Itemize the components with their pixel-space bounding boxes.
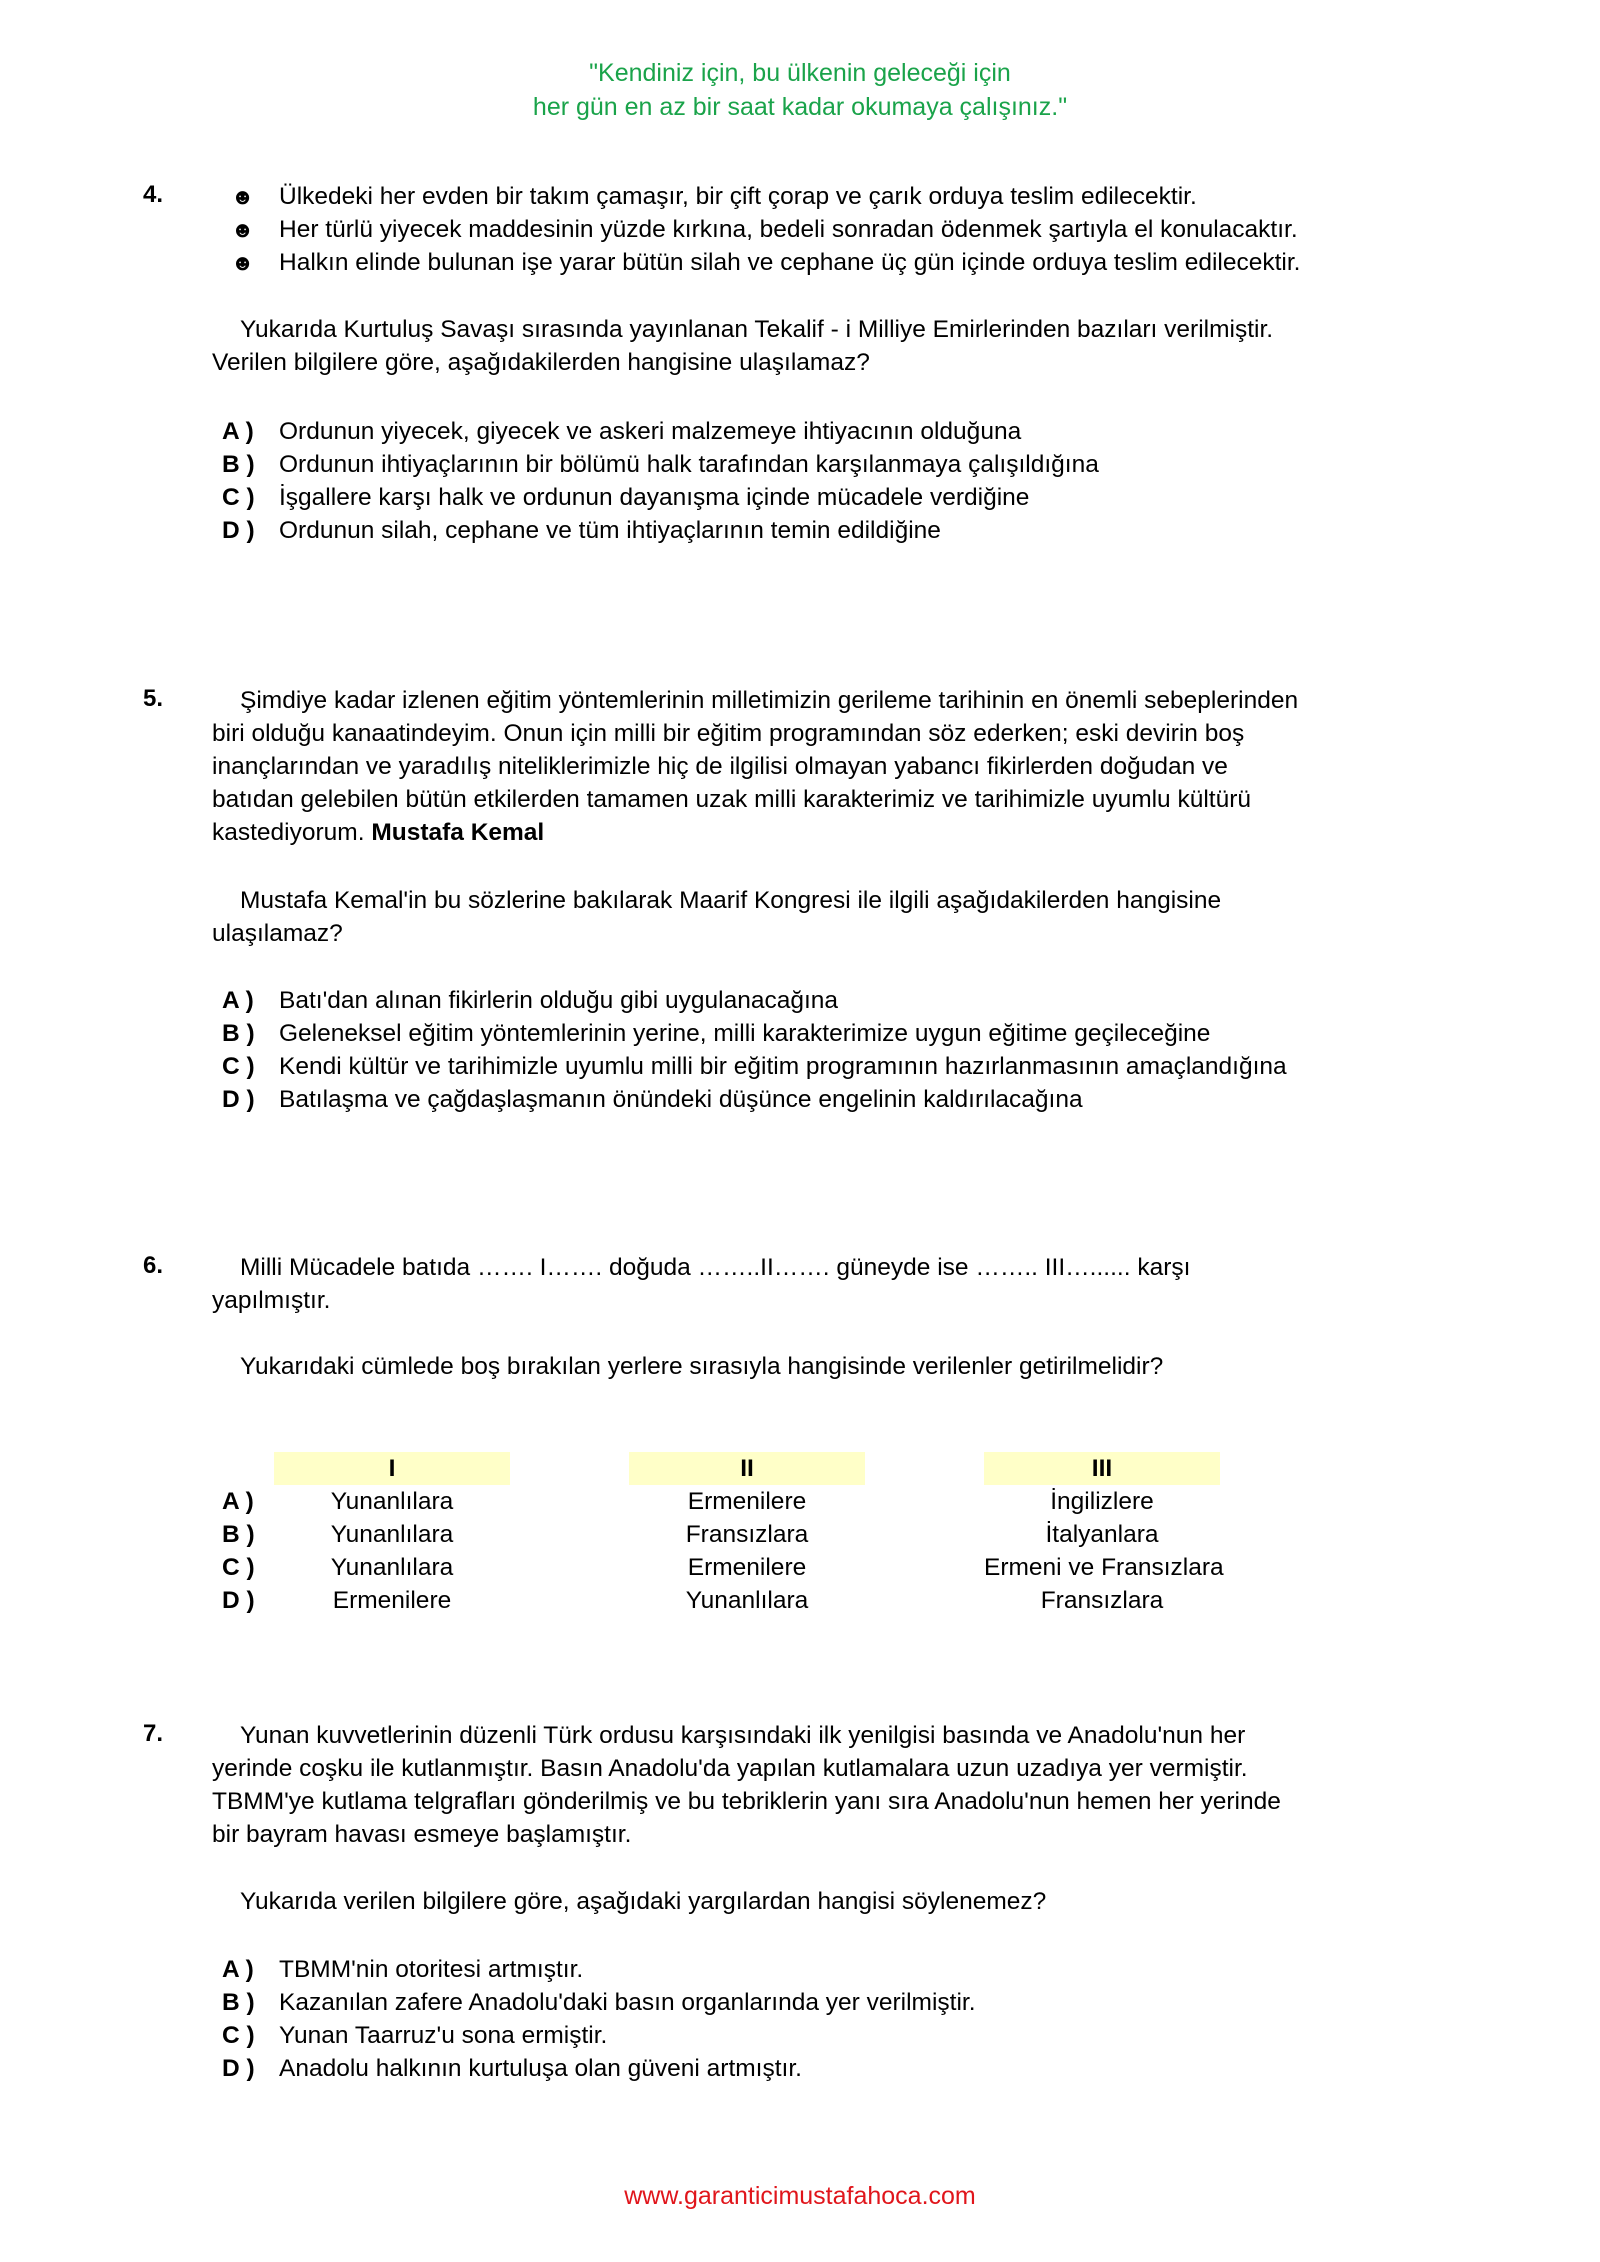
table-cell: Ermenilere <box>687 1554 807 1581</box>
table-cell: Yunanlılara <box>685 1587 809 1614</box>
option-letter: D ) <box>222 517 255 544</box>
question-number: 6. <box>143 1252 164 1279</box>
option-text: Yunan Taarruz'u sona ermiştir. <box>279 2022 608 2049</box>
table-cell: Yunanlılara <box>330 1488 454 1515</box>
option-letter: C ) <box>222 1053 255 1080</box>
option-text: Batı'dan alınan fikirlerin olduğu gibi uygulanacağına <box>279 987 839 1014</box>
option-letter: C ) <box>222 484 255 511</box>
smiley-bullet-icon: ☻ <box>231 217 255 242</box>
table-cell: Fransızlara <box>685 1521 809 1548</box>
passage-line: bir bayram havası esmeye başlamıştır. <box>212 1821 632 1848</box>
table-header-i: I <box>274 1452 510 1485</box>
table-cell: İngilizlere <box>1050 1488 1154 1515</box>
option-text: Ordunun yiyecek, giyecek ve askeri malzemeye ihtiyacının olduğuna <box>279 418 1022 445</box>
option-text: Anadolu halkının kurtuluşa olan güveni artmıştır. <box>279 2055 802 2082</box>
option-text: Ordunun ihtiyaçlarının bir bölümü halk tarafından karşılanmaya çalışıldığına <box>279 451 1099 478</box>
passage-line: yerinde coşku ile kutlanmıştır. Basın Anadolu'da yapılan kutlamalara uzun uzadıya yer vermiştir. <box>212 1755 1248 1782</box>
question-prompt: Yukarıda verilen bilgilere göre, aşağıdaki yargılardan hangisi söylenemez? <box>240 1888 1047 1915</box>
bullet-text: Her türlü yiyecek maddesinin yüzde kırkına, bedeli sonradan ödenmek şartıyla el konulacaktır. <box>279 216 1298 243</box>
table-cell: Yunanlılara <box>330 1554 454 1581</box>
passage-text: kastediyorum. <box>212 819 365 846</box>
option-letter: A ) <box>222 1956 254 1983</box>
footer-website-link[interactable]: www.garanticimustafahoca.com <box>624 2182 976 2210</box>
option-letter: A ) <box>222 418 254 445</box>
option-text: Geleneksel eğitim yöntemlerinin yerine, milli karakterimize uygun eğitime geçileceğine <box>279 1020 1211 1047</box>
question-number: 7. <box>143 1720 164 1747</box>
table-header-iii: III <box>984 1452 1220 1485</box>
option-letter: D ) <box>222 1086 255 1113</box>
quote-line-2: her gün en az bir saat kadar okumaya çalışınız." <box>532 93 1068 121</box>
option-letter: B ) <box>222 1020 255 1047</box>
passage-line: biri olduğu kanaatindeyim. Onun için milli bir eğitim programından söz ederken; eski devirin boş <box>212 720 1245 747</box>
question-prompt: Mustafa Kemal'in bu sözlerine bakılarak Maarif Kongresi ile ilgili aşağıdakilerden hangisine <box>240 887 1222 914</box>
bullet-text: Halkın elinde bulunan işe yarar bütün silah ve cephane üç gün içinde orduya teslim edilecektir. <box>279 249 1301 276</box>
option-letter: B ) <box>222 1521 255 1548</box>
table-cell: Ermenilere <box>687 1488 807 1515</box>
question-prompt: ulaşılamaz? <box>212 920 343 947</box>
table-cell: İtalyanlara <box>1045 1521 1159 1548</box>
question-number: 4. <box>143 181 164 208</box>
question-prompt: Verilen bilgilere göre, aşağıdakilerden hangisine ulaşılamaz? <box>212 349 870 376</box>
smiley-bullet-icon: ☻ <box>231 250 255 275</box>
bullet-text: Ülkedeki her evden bir takım çamaşır, bir çift çorap ve çarık orduya teslim edilecektir. <box>279 183 1197 210</box>
passage-line: Milli Mücadele batıda ……. I……. doğuda ……..II……. güneyde ise …….. III…...... karşı <box>240 1254 1191 1281</box>
table-cell: Fransızlara <box>1040 1587 1164 1614</box>
option-text: Batılaşma ve çağdaşlaşmanın önündeki düşünce engelinin kaldırılacağına <box>279 1086 1083 1113</box>
passage-line: batıdan gelebilen bütün etkilerden tamamen uzak milli karakterimiz ve tarihimizle uyumlu kültürü <box>212 786 1252 813</box>
table-header-ii: II <box>629 1452 865 1485</box>
table-cell: Yunanlılara <box>330 1521 454 1548</box>
option-letter: B ) <box>222 451 255 478</box>
option-text: Kendi kültür ve tarihimizle uyumlu milli bir eğitim programının hazırlanmasının amaçlandığına <box>279 1053 1287 1080</box>
question-prompt: Yukarıdaki cümlede boş bırakılan yerlere sırasıyla hangisinde verilenler getirilmelidir? <box>240 1353 1164 1380</box>
option-letter: C ) <box>222 2022 255 2049</box>
option-text: Ordunun silah, cephane ve tüm ihtiyaçlarının temin edildiğine <box>279 517 941 544</box>
option-letter: A ) <box>222 987 254 1014</box>
option-text: TBMM'nin otoritesi artmıştır. <box>279 1956 584 1983</box>
option-letter: A ) <box>222 1488 254 1515</box>
motto-quote <box>0 56 1600 124</box>
quote-line-1: "Kendiniz için, bu ülkenin geleceği için <box>589 59 1011 87</box>
option-letter: D ) <box>222 1587 255 1614</box>
passage-line: yapılmıştır. <box>212 1287 331 1314</box>
table-cell: Ermeni ve Fransızlara <box>984 1554 1224 1581</box>
passage-line <box>212 816 544 849</box>
question-number: 5. <box>143 685 164 712</box>
passage-line: Yunan kuvvetlerinin düzenli Türk ordusu karşısındaki ilk yenilgisi basında ve Anadolu'nun her <box>240 1722 1246 1749</box>
quote-author: Mustafa Kemal <box>371 819 545 846</box>
option-letter: B ) <box>222 1989 255 2016</box>
passage-line: inançlarından ve yaradılış niteliklerimizle hiç de ilgilisi olmayan yabancı fikirlerden doğudan ve <box>212 753 1228 780</box>
option-text: Kazanılan zafere Anadolu'daki basın organlarında yer verilmiştir. <box>279 1989 976 2016</box>
table-cell: Ermenilere <box>332 1587 452 1614</box>
passage-line: Şimdiye kadar izlenen eğitim yöntemlerinin milletimizin gerileme tarihinin en önemli sebeplerinden <box>240 687 1299 714</box>
option-letter: D ) <box>222 2055 255 2082</box>
passage-line: TBMM'ye kutlama telgrafları gönderilmiş ve bu tebriklerin yanı sıra Anadolu'nun hemen her yerinde <box>212 1788 1281 1815</box>
option-letter: C ) <box>222 1554 255 1581</box>
smiley-bullet-icon: ☻ <box>231 184 255 209</box>
question-prompt: Yukarıda Kurtuluş Savaşı sırasında yayınlanan Tekalif - i Milliye Emirlerinden bazıları verilmiştir. <box>240 316 1274 343</box>
option-text: İşgallere karşı halk ve ordunun dayanışma içinde mücadele verdiğine <box>279 484 1030 511</box>
